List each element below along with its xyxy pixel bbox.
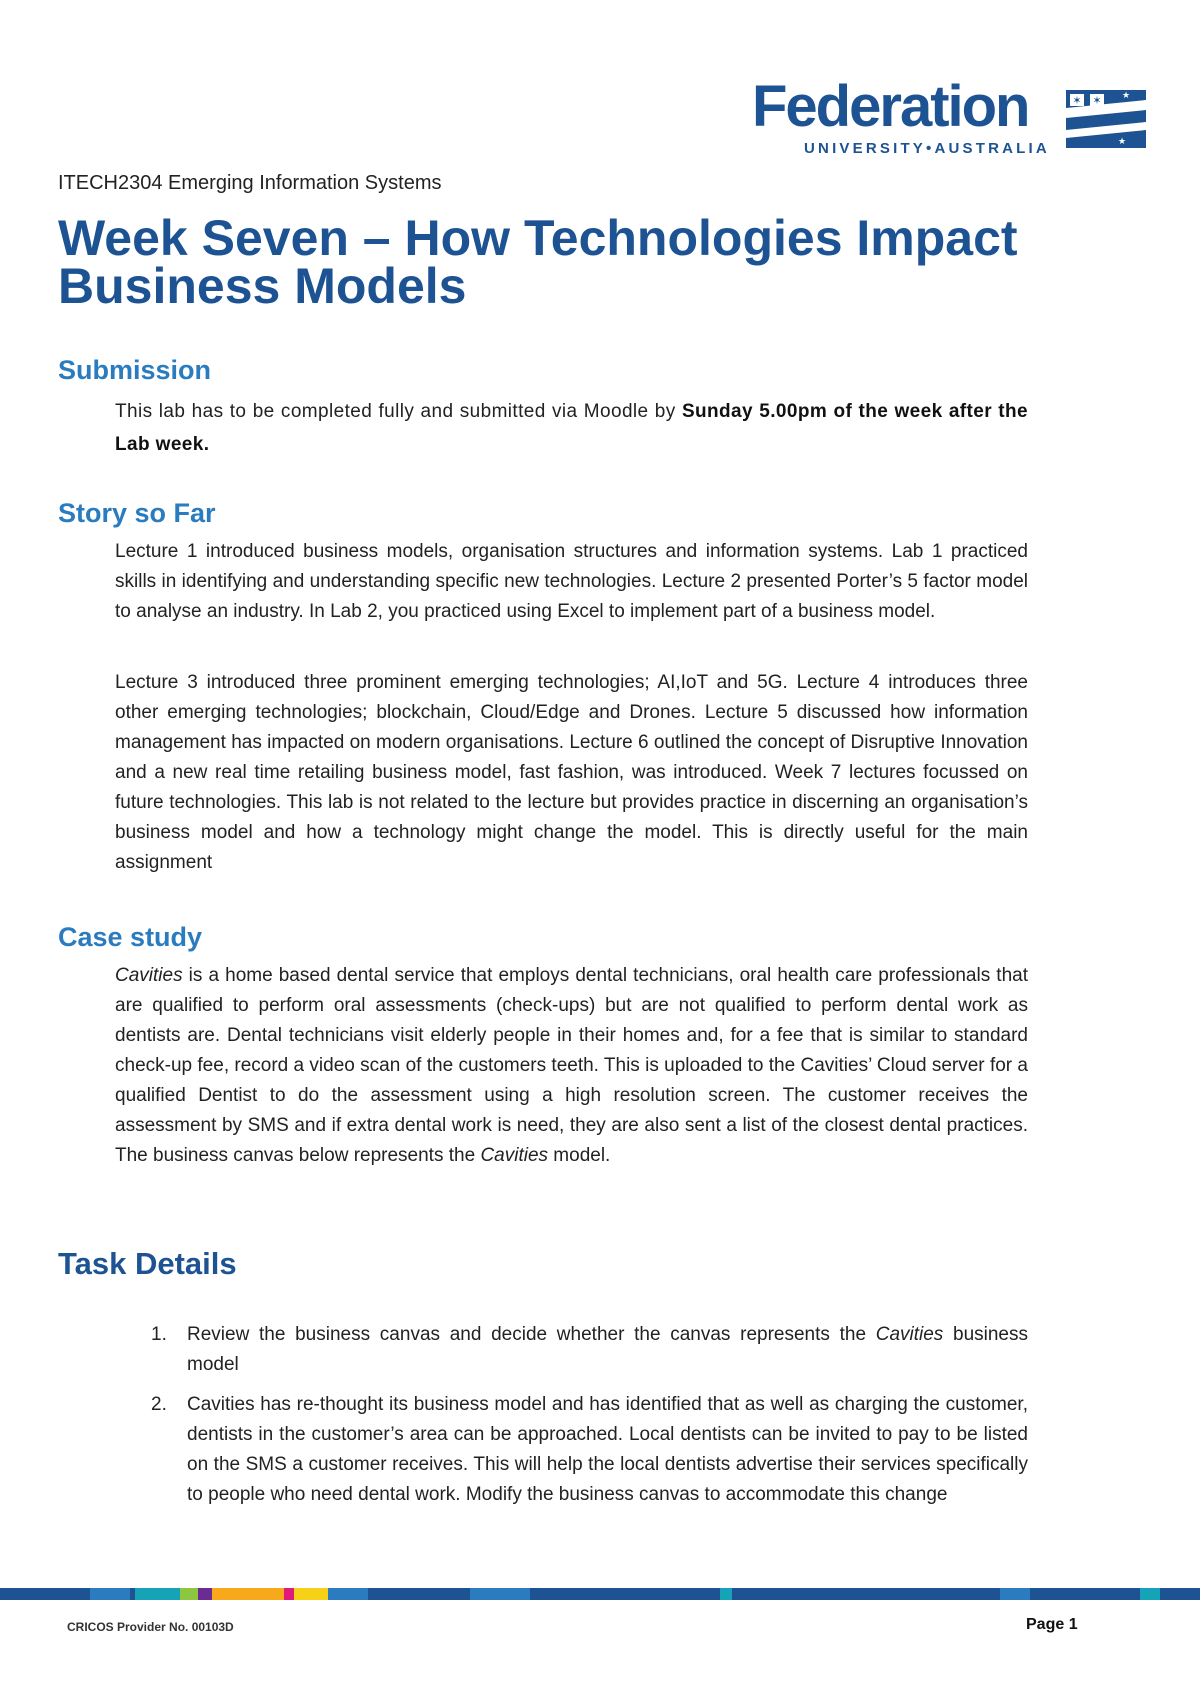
svg-text:★: ★	[1127, 113, 1137, 123]
cricos-provider: CRICOS Provider No. 00103D	[67, 1620, 234, 1634]
task-details-heading: Task Details	[58, 1246, 237, 1281]
svg-text:✶: ✶	[1072, 94, 1082, 107]
flag-icon	[1066, 86, 1146, 152]
story-heading: Story so Far	[58, 498, 216, 528]
submission-text	[115, 395, 1028, 461]
submission-deadline: Sunday 5.00pm of the week after the Lab week.	[115, 401, 1028, 455]
submission-heading: Submission	[58, 355, 212, 385]
course-name: ITECH2304 Emerging Information Systems	[58, 172, 442, 194]
story-paragraph-1: Lecture 1 introduced business models, organisation structures and information systems. Lab 1 practiced skills in identifying and understanding specific new technologies. Lecture 2 presented Porter’s 5 factor model to analyse an industry. In Lab 2, you practiced using Excel to implement part of a business model.	[115, 541, 1028, 622]
logo-subtitle: UNIVERSITY•AUSTRALIA	[804, 140, 1050, 157]
case-company-name: Cavities	[115, 965, 183, 986]
case-study-heading: Case study	[58, 922, 203, 952]
footer-color-bar	[0, 1588, 1200, 1600]
case-company-name-end: Cavities	[480, 1145, 549, 1166]
task-list	[115, 1320, 1028, 1520]
svg-text:★: ★	[1117, 137, 1127, 147]
case-body: is a home based dental service that employs dental technicians, oral health care professionals that are qualified to perform oral assessments (check-ups) but are not qualified to perform dental work as dentists are. Dental technicians visit elderly people in their homes and, for a fee that is similar to standard check-up fee, record a video scan of the customers teeth. This is uploaded to the Cavities’ Cloud server for a qualified Dentist to do the assessment using a high resolution screen. The customer receives the assessment by SMS and if extra dental work is need, they are also sent a list of the closest dental practices. The business canvas below represents the	[115, 965, 1028, 1166]
svg-text:✶: ✶	[1092, 94, 1102, 107]
page-number: Page 1	[1026, 1616, 1078, 1633]
task-italic: Cavities	[875, 1324, 944, 1345]
federation-logo	[752, 74, 1147, 160]
logo-wordmark: Federation	[752, 74, 1029, 139]
case-tail: model.	[548, 1145, 611, 1166]
task-text-end: business model	[187, 1324, 1028, 1375]
task-text: Cavities has re-thought its business model and has identified that as well as charging the customer, dentists in the customer’s area can be approached. Local dentists can be invited to pay to be listed on the SMS a customer receives. This will help the local dentists advertise their services specifically to people who need dental work. Modify the business canvas to accommodate this change	[187, 1394, 1028, 1505]
svg-text:★: ★	[1121, 91, 1131, 101]
case-study-paragraph	[115, 961, 1028, 1171]
task-number: 2.	[151, 1394, 167, 1415]
task-item-2	[115, 1390, 1028, 1510]
task-text: Review the business canvas and decide whether the canvas represents the	[187, 1324, 876, 1345]
svg-text:★: ★	[1109, 115, 1119, 125]
task-number: 1.	[151, 1324, 167, 1345]
submission-text-a: This lab has to be completed fully and submitted via Moodle by	[115, 401, 682, 422]
story-paragraph-2: Lecture 3 introduced three prominent emerging technologies; AI,IoT and 5G. Lecture 4 introduces three other emerging technologies; blockchain, Cloud/Edge and Drones. Lecture 5 discussed how information management has impacted on modern organisations. Lecture 6 outlined the concept of Disruptive Innovation and a new real time retailing business model, fast fashion, was introduced. Week 7 lectures focussed on future technologies. This lab is not related to the lecture but provides practice in discerning an organisation’s business model and how a technology might change the model. This is directly useful for the main assignment	[115, 672, 1028, 873]
page-title: Week Seven – How Technologies Impact Business Models	[58, 210, 1018, 314]
task-item-1	[115, 1320, 1028, 1380]
